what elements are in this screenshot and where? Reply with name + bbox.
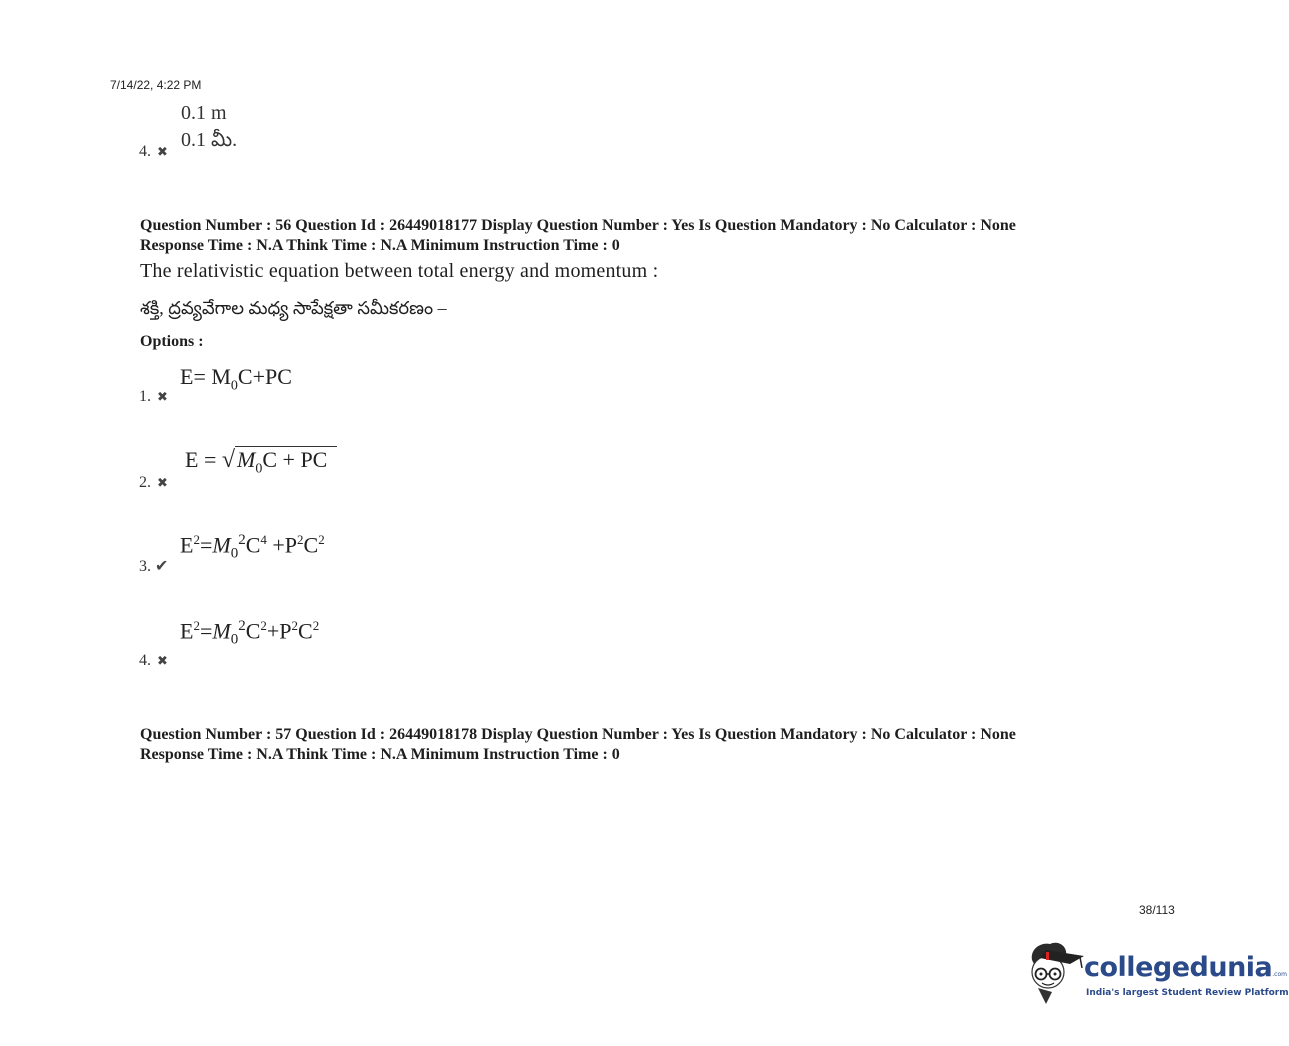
formula-text: C+PC: [237, 364, 292, 389]
radicand: [235, 446, 337, 477]
q56-question-telugu: శక్తి, ద్రవ్యవేగాల మధ్య సాపేక్షతా సమీకరణం –: [140, 298, 447, 318]
option-3-marker: [139, 556, 168, 576]
formula-subscript: 0: [230, 545, 239, 562]
prev-option-line-telugu: 0.1 మీ.: [181, 129, 238, 151]
option-number-label: 4.: [139, 652, 151, 669]
formula-text: E =: [185, 447, 222, 472]
formula-subscript: 0: [255, 461, 263, 477]
formula-text: C + PC: [262, 447, 328, 472]
print-timestamp: 7/14/22, 4:22 PM: [110, 78, 202, 92]
formula-superscript: 2: [312, 618, 320, 633]
formula-text: =: [199, 618, 213, 644]
logo-mascot-icon: [1024, 938, 1086, 1008]
option-2-formula: [185, 446, 337, 477]
formula-text: C: [303, 532, 319, 558]
logo-com: .com: [1272, 971, 1287, 978]
option-2-marker: [139, 474, 168, 492]
formula-superscript: 2: [193, 532, 200, 547]
logo-wordmark: [1084, 952, 1287, 983]
formula-superscript: 2: [297, 532, 304, 547]
q56-meta-line1: Question Number : 56 Question Id : 26449018177 Display Question Number : Yes Is Question Mandatory : No Calculator : None: [140, 217, 1016, 234]
formula-superscript: 2: [193, 618, 200, 633]
cross-icon: ✖: [157, 475, 168, 490]
cross-icon: ✖: [157, 653, 168, 668]
page-number: 38/113: [1139, 903, 1175, 917]
formula-text: E: [180, 532, 194, 558]
formula-text: =: [199, 532, 213, 558]
square-root: [222, 446, 338, 477]
q57-meta-line2: Response Time : N.A Think Time : N.A Minimum Instruction Time : 0: [140, 746, 620, 763]
formula-text: C: [298, 618, 313, 644]
cross-icon: ✖: [157, 389, 168, 404]
option-3-formula: [180, 532, 325, 563]
formula-text: E= M: [180, 364, 231, 389]
mascot-graphic: [1024, 938, 1086, 1008]
formula-text: M: [237, 447, 256, 472]
q56-question-english: The relativistic equation between total energy and momentum :: [140, 260, 659, 282]
formula-text: C: [245, 618, 261, 644]
prev-option-line-english: 0.1 m: [181, 102, 227, 124]
option-number-label: 3.: [139, 558, 151, 575]
logo-name: collegedunia: [1084, 952, 1273, 983]
formula-text: E: [180, 618, 194, 644]
formula-text: C: [245, 532, 261, 558]
cross-icon: ✖: [157, 144, 168, 159]
formula-superscript: 2: [260, 618, 267, 633]
option-4-marker: [139, 652, 168, 670]
option-1-formula: [180, 364, 292, 394]
formula-superscript: 2: [238, 532, 246, 548]
q56-options-label: Options :: [140, 333, 204, 350]
formula-subscript: 0: [230, 378, 238, 394]
option-number-label: 4.: [139, 143, 151, 160]
option-4-formula: [180, 618, 319, 649]
formula-text: +P: [266, 618, 292, 644]
formula-text: M: [212, 618, 231, 644]
formula-superscript: 2: [238, 618, 246, 634]
formula-superscript: 4: [260, 532, 267, 547]
checkmark-icon: ✔: [155, 558, 169, 575]
radical-sign: √: [221, 447, 236, 473]
formula-superscript: 2: [318, 532, 325, 547]
logo-tagline: India's largest Student Review Platform: [1086, 988, 1289, 998]
q57-meta-line1: Question Number : 57 Question Id : 26449018178 Display Question Number : Yes Is Question Mandatory : No Calculator : None: [140, 726, 1016, 743]
option-number-label: 2.: [139, 474, 151, 491]
formula-text: +P: [266, 532, 298, 558]
q56-meta-line2: Response Time : N.A Think Time : N.A Minimum Instruction Time : 0: [140, 237, 620, 254]
formula-subscript: 0: [230, 631, 239, 648]
option-number-label: 1.: [139, 388, 151, 405]
formula-text: M: [212, 532, 231, 558]
formula-superscript: 2: [291, 618, 299, 633]
option-1-marker: [139, 388, 168, 406]
prev-option-number: [139, 143, 168, 161]
